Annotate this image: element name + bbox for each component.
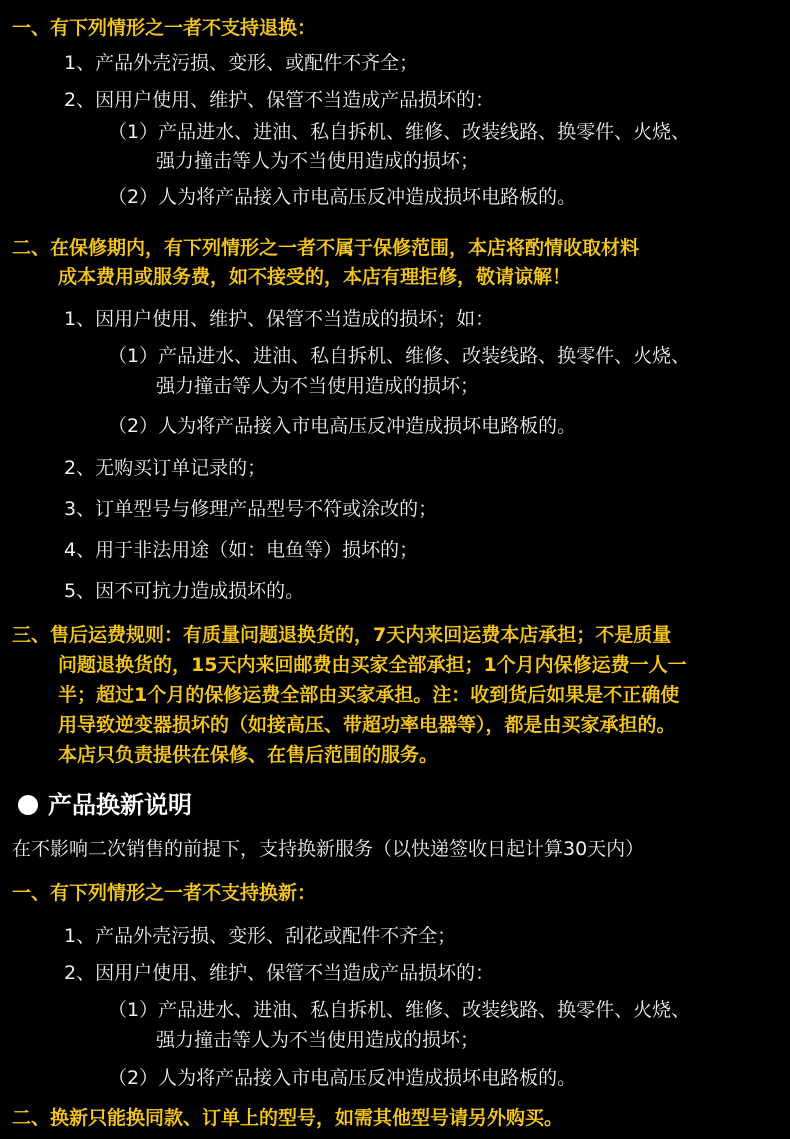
sub-list-item: （2）人为将产品接入市电高压反冲造成损坏电路板的。: [108, 1067, 577, 1089]
section-heading-no-exchange: 一、有下列情形之一者不支持换新：: [12, 882, 317, 904]
sub-list-item-cont: 强力撞击等人为不当使用造成的损坏；: [156, 375, 480, 397]
list-item: 2、因用户使用、维护、保管不当造成产品损坏的：: [64, 962, 495, 984]
exchange-title: 产品换新说明: [48, 791, 192, 819]
section-heading-warranty: 二、在保修期内，有下列情形之一者不属于保修范围，本店将酌情收取材料: [12, 237, 640, 259]
exchange-intro: 在不影响二次销售的前提下，支持换新服务（以快递签收日起计算30天内）: [12, 838, 645, 860]
sub-list-item: （2）人为将产品接入市电高压反冲造成损坏电路板的。: [108, 415, 577, 437]
list-item: 3、订单型号与修理产品型号不符或涂改的；: [64, 498, 438, 520]
section-heading-exchange-rule: 二、换新只能换同款、订单上的型号，如需其他型号请另外购买。: [12, 1107, 564, 1129]
shipping-line: 问题退换货的，15天内来回邮费由买家全部承担；1个月内保修运费一人一: [58, 654, 687, 676]
list-item: 5、因不可抗力造成损坏的。: [64, 580, 305, 602]
shipping-line: 半；超过1个月的保修运费全部由买家承担。注：收到货后如果是不正确使: [58, 684, 680, 706]
shipping-line: 本店只负责提供在保修、在售后范围的服务。: [58, 744, 439, 766]
exchange-title-row: [18, 790, 192, 820]
sub-list-item: （1）产品进水、进油、私自拆机、维修、改装线路、换零件、火烧、: [108, 345, 691, 367]
list-item: 1、产品外壳污损、变形、或配件不齐全；: [64, 52, 419, 74]
section-heading-no-return: 一、有下列情形之一者不支持退换：: [12, 17, 317, 39]
list-item: 2、无购买订单记录的；: [64, 457, 267, 479]
list-item: 4、用于非法用途（如：电鱼等）损坏的；: [64, 539, 419, 561]
bullet-dot-icon: [18, 795, 38, 815]
section-heading-warranty-cont: 成本费用或服务费，如不接受的，本店有理拒修，敬请谅解！: [58, 266, 572, 288]
sub-list-item: （1）产品进水、进油、私自拆机、维修、改装线路、换零件、火烧、: [108, 121, 691, 143]
sub-list-item: （1）产品进水、进油、私自拆机、维修、改装线路、换零件、火烧、: [108, 999, 691, 1021]
sub-list-item: （2）人为将产品接入市电高压反冲造成损坏电路板的。: [108, 186, 577, 208]
shipping-line: 用导致逆变器损坏的（如接高压、带超功率电器等），都是由买家承担的。: [58, 714, 676, 736]
sub-list-item-cont: 强力撞击等人为不当使用造成的损坏；: [156, 150, 480, 172]
list-item: 1、产品外壳污损、变形、刮花或配件不齐全；: [64, 925, 457, 947]
list-item: 1、因用户使用、维护、保管不当造成的损坏；如：: [64, 308, 495, 330]
sub-list-item-cont: 强力撞击等人为不当使用造成的损坏；: [156, 1029, 480, 1051]
list-item: 2、因用户使用、维护、保管不当造成产品损坏的：: [64, 89, 495, 111]
shipping-line: 三、售后运费规则：有质量问题退换货的，7天内来回运费本店承担；不是质量: [12, 624, 672, 646]
